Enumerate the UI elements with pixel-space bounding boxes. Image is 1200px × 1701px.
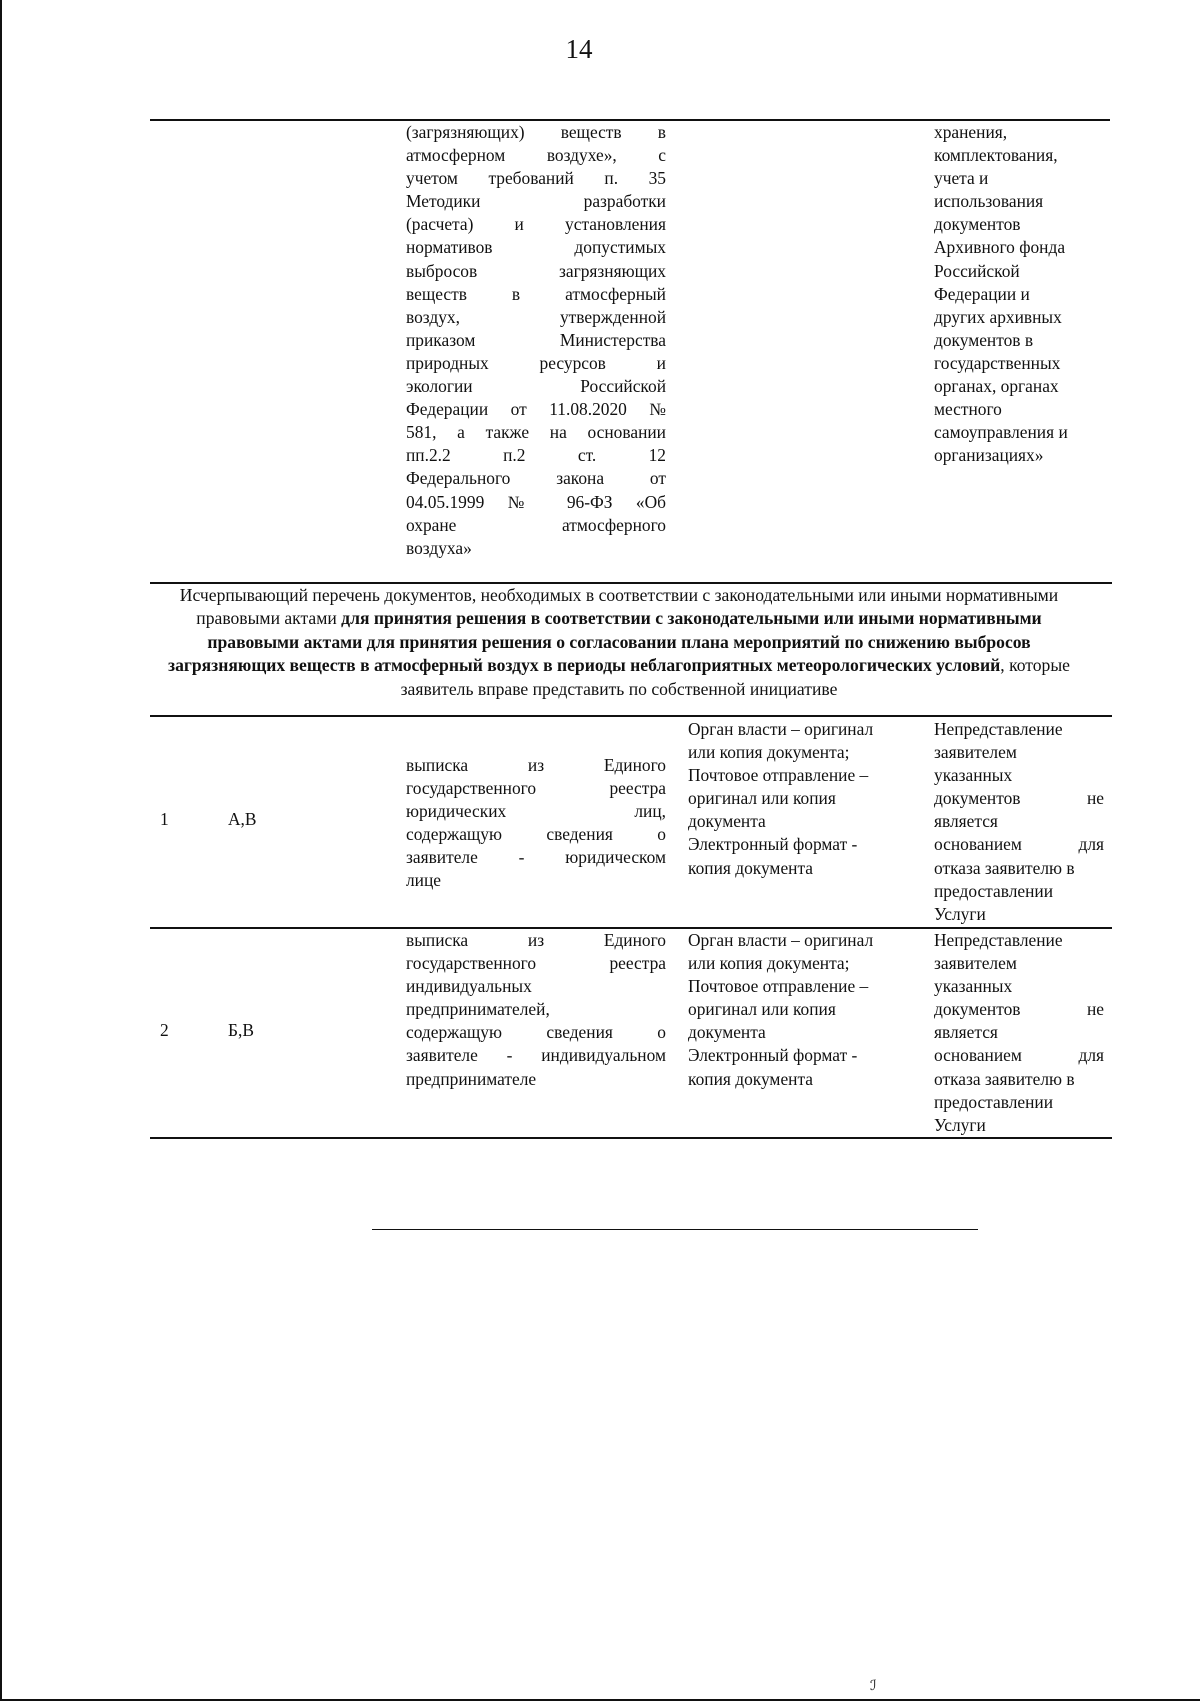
archive-line: самоуправления и [934,422,1068,443]
legal-line: Федерации от 11.08.2020 № [406,399,666,420]
archive-line: Архивного фонда [934,237,1066,258]
channel-line: Орган власти – оригинал [688,719,874,739]
consequence-line: заявителем [934,742,1017,763]
archive-line: документов [934,214,1021,235]
consequence-line: Непредставление [934,719,1063,739]
legal-line: (загрязняющих) веществ в [406,122,666,142]
doc-line: лице [406,870,442,891]
doc-line: юридических лиц, [406,801,666,822]
archive-line: документов в [934,329,1034,350]
channel-line: документа [688,811,766,832]
doc-line: заявителе - юридическом [406,847,666,868]
consequence-line: отказа заявителю в [934,1068,1075,1089]
legal-line: (расчета) и установления [406,214,666,235]
channel-line: оригинал или копия [688,788,836,809]
legal-line: приказом Министерства [406,329,666,350]
caption-text: Исчерпывающий перечень документов, необходимых в соответствии с законодательными или иными нормативными правовыми актами [179,585,1059,629]
row-1-document [406,754,666,893]
legal-line: воздуха» [406,537,472,558]
row-2-channels [688,929,908,1091]
legal-line: воздух, утвержденной [406,306,666,327]
doc-line: предпринимателей, [406,999,550,1020]
doc-line: государственного реестра [406,953,666,974]
channel-line: Электронный формат - [688,834,858,855]
consequence-line: основанием для [934,834,1104,855]
archive-line: комплектования, [934,145,1058,166]
channel-line: Орган власти – оригинал [688,930,874,950]
table-bottom-rule [150,1137,1112,1139]
row-2-number: 2 [160,1020,169,1040]
consequence-line: документов не [934,999,1104,1020]
channel-line: копия документа [688,857,813,878]
archive-line: использования [934,191,1044,212]
row-2-consequence [934,929,1104,1137]
row-2-document [406,929,666,1091]
consequence-line: заявителем [934,953,1017,974]
consequence-line: Услуги [934,903,986,924]
archive-line: Российской [934,260,1020,281]
legal-line: экологии Российской [406,376,666,397]
doc-line: заявителе - индивидуальном [406,1045,666,1066]
archive-line: хранения, [934,122,1008,142]
archive-line: Федерации и [934,283,1030,304]
channel-line: Почтовое отправление – [688,976,869,997]
caption-text-end: , которые заявитель вправе представить по собственной инициативе [400,655,1070,699]
consequence-line: является [934,811,998,832]
row-2-categories: Б,В [228,1020,254,1040]
doc-line: государственного реестра [406,778,666,799]
legal-line: 04.05.1999 № 96-ФЗ «Об [406,491,666,512]
channel-line: копия документа [688,1068,813,1089]
caption-bottom-rule [150,715,1112,717]
row-1-consequence [934,718,1104,926]
legal-line: Методики разработки [406,191,666,212]
legal-line: 581, а также на основании [406,422,666,443]
legal-line: Федерального закона от [406,468,666,489]
channel-line: или копия документа; [688,953,850,974]
channel-line: Электронный формат - [688,1045,858,1066]
channel-line: или копия документа; [688,742,850,763]
consequence-line: является [934,1022,998,1043]
legal-basis-cell [406,121,666,560]
scan-mark: ℐ [870,1679,877,1694]
legal-line: атмосферном воздухе», с [406,145,666,166]
legal-line: выбросов загрязняющих [406,260,666,281]
consequence-line: указанных [934,765,1013,786]
caption-bold-text: для принятия решения в соответствии с законодательными или иными нормативными правовыми актами для принятия решения о согласовании плана мероприятий по снижению выбросов загрязняющих веществ в атмосферный воздух в периоды неблагоприятных метеорологических условий [168,608,1042,676]
closing-separator [372,1229,978,1230]
consequence-line: основанием для [934,1045,1104,1066]
archive-note-cell [934,121,1104,467]
archive-line: организациях» [934,445,1044,466]
consequence-line: отказа заявителю в [934,857,1075,878]
archive-line: органах, органах [934,376,1059,397]
legal-line: пп.2.2 п.2 ст. 12 [406,445,666,466]
archive-line: государственных [934,352,1061,373]
consequence-line: Услуги [934,1114,986,1135]
row-1-channels [688,718,908,880]
legal-line: учетом требований п. 35 [406,168,666,189]
legal-line: охране атмосферного [406,514,666,535]
channel-line: Почтовое отправление – [688,765,869,786]
legal-line: природных ресурсов и [406,352,666,373]
doc-line: предпринимателе [406,1068,537,1089]
section-caption [150,584,1088,701]
doc-line: содержащую сведения о [406,1022,666,1043]
archive-line: других архивных [934,306,1062,327]
legal-line: веществ в атмосферный [406,283,666,304]
consequence-line: предоставлении [934,880,1054,901]
doc-line: индивидуальных [406,976,532,997]
archive-line: учета и [934,168,989,189]
consequence-line: предоставлении [934,1091,1054,1112]
page-number: 14 [565,34,593,64]
row-1-number: 1 [160,809,169,829]
consequence-line: Непредставление [934,930,1063,950]
doc-line: содержащую сведения о [406,824,666,845]
legal-line: нормативов допустимых [406,237,666,258]
consequence-line: указанных [934,976,1013,997]
doc-line: выписка из Единого [406,755,666,775]
consequence-line: документов не [934,788,1104,809]
doc-line: выписка из Единого [406,930,666,950]
archive-line: местного [934,399,1002,420]
channel-line: оригинал или копия [688,999,836,1020]
channel-line: документа [688,1022,766,1043]
row-1-categories: А,В [228,809,257,829]
